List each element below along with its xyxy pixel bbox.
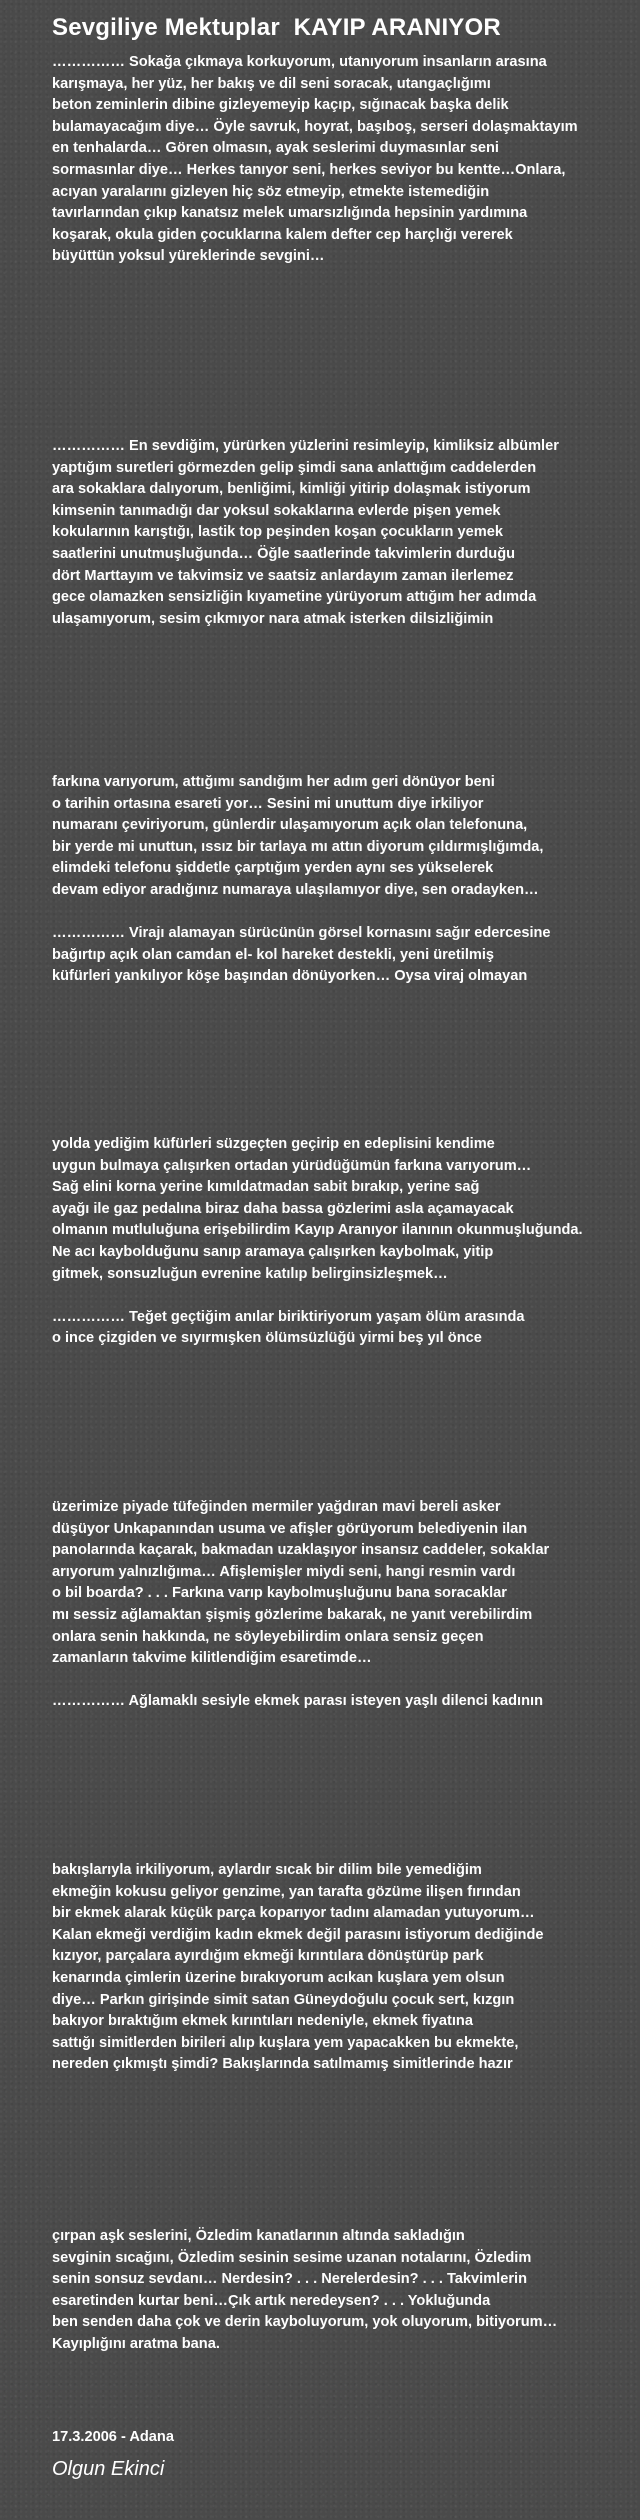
text-line: karışmaya, her yüz, her bakış ve dil seni soracak, utangaçlığımı — [52, 75, 491, 92]
paragraph-gap — [52, 1670, 637, 1692]
text-line: en tenhalarda… Gören olmasın, ayak seslerimi duymasınlar seni — [52, 140, 499, 157]
text-line: senin sonsuz sevdanı… Nerdesin? . . . Nerelerdesin? . . . Takvimlerin — [52, 2271, 527, 2288]
text-line: Ne acı kaybolduğunu sanıp aramaya çalışırken kaybolmak, yitip — [52, 1243, 494, 1260]
page-title: Sevgiliye Mektuplar KAYIP ARANIYOR — [52, 14, 501, 41]
text-line: gece olamazken sensizliğin kıyametine yürüyorum attığım her adımda — [52, 589, 537, 606]
text-line: diye… Parkın girişinde simit satan Güneydoğulu çocuk sert, kızgın — [52, 1991, 515, 2008]
author-signature: Olgun Ekinci — [52, 2458, 165, 2480]
text-line: bakışlarıyla irkiliyorum, aylardır sıcak bir dilim bile yemediğim — [52, 1862, 482, 1878]
text-line: o ince çizgiden ve sıyırmışken ölümsüzlüğü yirmi beş yıl önce — [52, 1330, 482, 1347]
text-line: …………… Sokağa çıkmaya korkuyorum, utanıyorum insanların arasına — [52, 54, 547, 70]
paragraph-gap — [52, 902, 637, 924]
text-line: üzerimize piyade tüfeğinden mermiler yağdıran mavi bereli asker — [52, 1499, 501, 1515]
text-block-1 — [52, 52, 637, 268]
text-line: panolarında kaçarak, bakmadan uzaklaşıyor insansız caddeler, sokaklar — [52, 1542, 550, 1559]
text-line: saatlerini unutmuşluğunda… Öğle saatlerinde takvimlerin durduğu — [52, 545, 516, 562]
text-line: bakıyor bıraktığım ekmek kırıntıları nedeniyle, ekmek fiyatına — [52, 2013, 473, 2030]
text-line: devam ediyor aradığınız numaraya ulaşılamıyor diye, sen oradayken… — [52, 881, 539, 898]
text-line: esaretinden kurtar beni…Çık artık neredeysen? . . . Yokluğunda — [52, 2292, 491, 2309]
text-block-7 — [52, 2226, 637, 2356]
text-line: arıyorum yalnızlığıma… Afişlemişler miydi seni, hangi resmin vardı — [52, 1563, 516, 1580]
text-line: Kayıplığını aratma bana. — [52, 2335, 220, 2352]
text-line: koşarak, okula giden çocuklarına kalem defter cep harçlığı vererek — [52, 226, 513, 243]
text-line: kokularının karıştığı, lastik top peşinden koşan çocukların yemek — [52, 524, 503, 541]
text-line: kızıyor, parçalara ayırdığım ekmeği kırıntılara dönüştürüp park — [52, 1948, 484, 1965]
text-line: düşüyor Unkapanından usuma ve afişler görüyorum belediyenin ilan — [52, 1520, 528, 1537]
text-line: nereden çıkmıştı şimdi? Bakışlarında satılmamış simitlerinde hazır — [52, 2056, 513, 2073]
text-block-3 — [52, 772, 637, 988]
text-line: …………… Ağlamaklı sesiyle ekmek parası isteyen yaşlı dilenci kadının — [52, 1693, 543, 1710]
text-line: Sağ elini korna yerine kımıldatmadan sabit bırakıp, yerine sağ — [52, 1179, 480, 1196]
text-line: sormasınlar diye… Herkes tanıyor seni, herkes seviyor bu kentte…Onlara, — [52, 161, 566, 178]
text-line: yaptığım suretleri görmezden gelip şimdi sana anlattığım caddelerden — [52, 459, 537, 476]
text-line: farkına varıyorum, attığımı sandığım her adım geri dönüyor beni — [52, 774, 495, 790]
text-line: dört Marttayım ve takvimsiz ve saatsiz anlardayım zaman ilerlemez — [52, 567, 514, 584]
text-line: ara sokaklara dalıyorum, benliğimi, kimliği yitirip dolaşmak istiyorum — [52, 481, 531, 498]
text-line: onlara senin hakkında, ne söyleyebilirdim onlara sensiz geçen — [52, 1628, 484, 1645]
text-line: o tarihin ortasına esareti yor… Sesini mi unuttum diye irkiliyor — [52, 795, 484, 812]
text-line: olmanın mutluluğuna erişebilirdim Kayıp Aranıyor ilanının okunmuşluğunda. — [52, 1222, 583, 1239]
text-line: elimdeki telefonu şiddetle çarptığım yerden aynı ses yükselerek — [52, 860, 494, 877]
text-line: yolda yediğim küfürleri süzgeçten geçirip en edeplisini kendime — [52, 1136, 495, 1152]
text-line: …………… Teğet geçtiğim anılar biriktiriyorum yaşam ölüm arasında — [52, 1308, 525, 1325]
text-line: tavırlarından çıkıp kanatsız melek umarsızlığında hepsinin yardımına — [52, 205, 528, 222]
text-line: acıyan yaralarını gizleyen hiç söz etmeyip, etmekte istemediğin — [52, 183, 490, 200]
text-line: çırpan aşk seslerini, Özledim kanatlarının altında sakladığın — [52, 2228, 465, 2244]
text-block-4 — [52, 1134, 637, 1350]
text-line: ben senden daha çok ve derin kayboluyorum, yok oluyorum, bitiyorum… — [52, 2314, 558, 2331]
text-line: numaranı çeviriyorum, günlerdir ulaşamıyorum açık olan telefonuna, — [52, 817, 528, 834]
text-line: kimsenin tanımadığı dar yoksul sokaklarına evlerde pişen yemek — [52, 502, 501, 519]
text-line: küfürleri yankılıyor köşe başından dönüyorken… Oysa viraj olmayan — [52, 968, 528, 985]
text-line: bir ekmek alarak küçük parça koparıyor tadını alamadan yutuyorum… — [52, 1905, 535, 1922]
text-line: zamanların takvime kilitlendiğim esaretimde… — [52, 1650, 372, 1667]
text-line: sattığı simitlerden birileri alıp kuşlara yem yapacakken bu ekmekte, — [52, 2034, 519, 2051]
letter-date: 17.3.2006 - Adana — [52, 2429, 174, 2445]
text-line: …………… En sevdiğim, yürürken yüzlerini resimleyip, kimliksiz albümler — [52, 438, 559, 454]
text-block-2 — [52, 436, 637, 630]
text-line: ayağı ile gaz pedalına biraz daha bassa gözlerimi asla açamayacak — [52, 1200, 514, 1217]
text-line: beton zeminlerin dibine gizleyemeyip kaçıp, sığınacak başka delik — [52, 97, 509, 114]
paragraph-gap — [52, 1285, 637, 1307]
text-line: uygun bulmaya çalışırken ortadan yürüdüğümün farkına varıyorum… — [52, 1157, 532, 1174]
text-line: bir yerde mi unuttun, ıssız bir tarlaya mı attın diyorum çıldırmışlığımda, — [52, 838, 544, 855]
text-line: o bil boarda? . . . Farkına varıp kaybolmuşluğunu bana soracaklar — [52, 1585, 507, 1602]
text-block-6 — [52, 1860, 637, 2076]
text-line: bağırtıp açık olan camdan el- kol hareket destekli, yeni üretilmiş — [52, 946, 495, 963]
text-line: …………… Virajı alamayan sürücünün görsel kornasını sağır edercesine — [52, 925, 551, 942]
text-line: ekmeğin kokusu geliyor genzime, yan tarafta gözüme ilişen fırından — [52, 1883, 521, 1900]
text-line: bulamayacağım diye… Öyle savruk, hoyrat, başıboş, serseri dolaşmaktayım — [52, 118, 578, 135]
text-line: sevginin sıcağını, Özledim sesinin sesime uzanan notalarını, Özledim — [52, 2249, 532, 2266]
text-block-5 — [52, 1497, 637, 1713]
text-line: Kalan ekmeği verdiğim kadın ekmek değil parasını istiyorum dediğinde — [52, 1926, 544, 1943]
text-line: kenarında çimlerin üzerine bırakıyorum acıkan kuşlara yem olsun — [52, 1969, 505, 1986]
text-line: gitmek, sonsuzluğun evrenine katılıp belirginsizleşmek… — [52, 1265, 448, 1282]
text-line: mı sessiz ağlamaktan şişmiş gözlerime bakarak, ne yanıt verebilirdim — [52, 1606, 533, 1623]
text-line: ulaşamıyorum, sesim çıkmıyor nara atmak isterken dilsizliğimin — [52, 610, 494, 627]
text-line: büyüttün yoksul yüreklerinde sevgini… — [52, 248, 325, 265]
